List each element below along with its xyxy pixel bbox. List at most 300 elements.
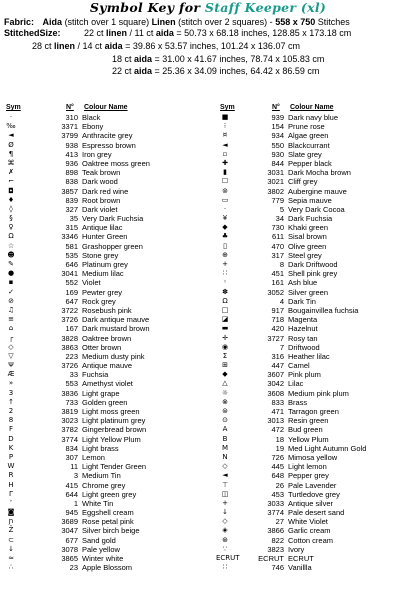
colour-row <box>214 370 416 379</box>
colour-name: Sisal brown <box>288 232 327 242</box>
colour-name: Dark Mocha brown <box>288 168 351 178</box>
symbol-glyph: ECRUT <box>216 554 240 562</box>
symbol-glyph: ▯ <box>223 241 227 250</box>
colour-name: Stone grey <box>82 250 119 260</box>
colour-name: Light Yellow Plum <box>82 434 141 444</box>
symbol-glyph: ⌐ <box>8 177 14 186</box>
stitched-size-label: StitchedSize: <box>4 28 61 38</box>
colour-name: Resin green <box>288 416 329 426</box>
colour-row <box>0 196 208 205</box>
symbol-glyph: ◪ <box>221 315 229 324</box>
thread-number: 3836 <box>61 388 78 398</box>
colour-row <box>0 113 208 122</box>
colour-row <box>214 288 416 297</box>
colour-row <box>214 481 416 490</box>
symbol-glyph: B <box>222 434 228 443</box>
colour-name: White Tin <box>82 498 114 508</box>
colour-row <box>0 444 208 453</box>
thread-number: 844 <box>271 158 284 168</box>
colour-row <box>214 499 416 508</box>
thread-number: 3727 <box>267 333 284 343</box>
symbol-glyph: ‰ <box>6 122 16 131</box>
thread-number: 550 <box>271 140 284 150</box>
symbol-glyph: ◄ <box>8 131 14 140</box>
colour-row <box>214 251 416 260</box>
thread-number: 3828 <box>61 333 78 343</box>
colour-row <box>0 379 208 388</box>
symbol-glyph: Ž <box>8 526 14 535</box>
colour-name: Black <box>82 113 101 122</box>
colour-name: Golden green <box>82 397 128 407</box>
colour-row <box>214 526 416 535</box>
symbol-glyph: ▪ <box>8 278 14 287</box>
symbol-glyph: ¥ <box>222 214 228 223</box>
colour-name: Otter brown <box>82 342 122 352</box>
colour-row <box>0 435 208 444</box>
symbol-glyph: ⊜ <box>222 407 228 415</box>
colour-name: Garlic cream <box>288 526 331 536</box>
colour-row <box>0 205 208 214</box>
colour-name: Dark Driftwood <box>288 260 338 269</box>
symbol-glyph: F <box>8 425 14 434</box>
colour-row <box>214 361 416 370</box>
thread-number: 445 <box>271 462 284 472</box>
colour-name: Medium pink plum <box>288 388 349 398</box>
thread-number: 3774 <box>267 508 284 518</box>
symbol-glyph: ◄ <box>222 140 228 149</box>
colour-name: Yellow Plum <box>288 434 329 444</box>
thread-number: 3689 <box>61 517 78 527</box>
fabric-linen: Linen <box>151 17 176 27</box>
colour-row <box>0 141 208 150</box>
colour-row <box>214 113 416 122</box>
colour-name: Light moss green <box>82 407 140 416</box>
thread-number: 34 <box>275 214 284 224</box>
colour-row <box>0 352 208 361</box>
colour-row <box>214 141 416 150</box>
colour-row <box>214 389 416 398</box>
symbol-glyph: Σ <box>222 351 228 360</box>
colour-name: Rosy tan <box>288 333 318 343</box>
colour-name: Sepia mauve <box>288 195 332 205</box>
colour-name: Grashopper green <box>82 241 143 251</box>
symbol-glyph: + <box>222 260 228 268</box>
colour-name: Pale Lavender <box>288 480 337 490</box>
right-colour-list <box>214 113 416 572</box>
symbol-glyph: ● <box>7 269 15 278</box>
symbol-glyph: ▭ <box>221 195 229 204</box>
symbol-glyph: ☐ <box>221 177 229 186</box>
colour-row <box>0 260 208 269</box>
colour-row <box>214 517 416 526</box>
symbol-glyph: ≡ <box>8 315 14 324</box>
thread-number: 552 <box>65 278 78 288</box>
colour-name: Tarragon green <box>288 407 339 416</box>
symbol-glyph: · <box>9 113 13 121</box>
colour-name: Slate grey <box>288 149 322 159</box>
symbol-glyph: W <box>7 462 15 471</box>
colour-row <box>214 214 416 223</box>
colour-name: Light green grey <box>82 489 137 499</box>
colour-name: Sand gold <box>82 535 116 545</box>
colour-row <box>214 168 416 177</box>
colour-row <box>0 159 208 168</box>
symbol-glyph: 2 <box>8 407 14 415</box>
colour-row <box>214 471 416 480</box>
colour-name: Mimosa yellow <box>288 452 338 462</box>
stitch-count: 558 x 750 <box>275 17 316 27</box>
colour-row <box>0 398 208 407</box>
colour-name: Light lemon <box>288 462 327 472</box>
thread-number: 3722 <box>61 305 78 315</box>
colour-row <box>214 242 416 251</box>
colour-row <box>0 150 208 159</box>
colour-name: Dark navy blue <box>288 113 339 122</box>
symbol-glyph: ⌘ <box>7 158 15 167</box>
size-line-1: StitchedSize: 22 ct linen / 11 ct aida = 50.73 x 68.18 inches, 128.85 x 173.18 cm <box>4 28 352 38</box>
colour-name: Hazelnut <box>288 324 318 334</box>
thread-number: 917 <box>271 305 284 315</box>
symbol-glyph: ▮ <box>223 168 227 177</box>
colour-row <box>214 223 416 232</box>
colour-row <box>214 131 416 140</box>
symbol-glyph: △ <box>222 379 228 388</box>
symbol-glyph: N <box>222 452 228 461</box>
colour-row <box>0 214 208 223</box>
colour-row <box>214 334 416 343</box>
thread-number: 648 <box>271 471 284 481</box>
colour-row <box>214 398 416 407</box>
colour-row <box>0 288 208 297</box>
colour-row <box>214 269 416 278</box>
colour-row <box>0 187 208 196</box>
header-sym: Sym <box>220 104 235 111</box>
colour-row <box>214 453 416 462</box>
colour-row <box>0 324 208 333</box>
thread-number: 3042 <box>267 379 284 389</box>
symbol-glyph: □ <box>221 305 229 314</box>
colour-row <box>214 122 416 131</box>
thread-number: 8 <box>279 260 284 269</box>
colour-row <box>214 159 416 168</box>
symbol-glyph: ↑ <box>8 397 14 406</box>
colour-name: Root brown <box>82 195 121 205</box>
colour-name: Vanillla <box>288 563 312 573</box>
thread-number: 934 <box>271 131 284 141</box>
symbol-glyph: ♀ <box>8 223 14 232</box>
colour-name: Prune rose <box>288 122 325 132</box>
thread-number: 167 <box>65 324 78 334</box>
header-name: Colour Name <box>290 104 334 111</box>
thread-number: 611 <box>272 232 284 242</box>
colour-name: Silver green <box>288 287 329 297</box>
symbol-glyph: ☻ <box>7 250 15 259</box>
symbol-glyph: P <box>8 452 14 461</box>
thread-number: 3865 <box>61 554 78 563</box>
colour-row <box>214 232 416 241</box>
thread-number: 3608 <box>267 388 284 398</box>
symbol-glyph: ◘ <box>8 186 14 195</box>
colour-row <box>0 177 208 186</box>
symbol-glyph: ◊ <box>9 204 13 213</box>
thread-number: 23 <box>69 563 78 573</box>
colour-row <box>214 196 416 205</box>
colour-row <box>214 205 416 214</box>
thread-number: 553 <box>65 379 78 389</box>
thread-number: 5 <box>279 204 284 214</box>
thread-number: 3823 <box>267 544 284 554</box>
colour-name: Rose petal pink <box>82 517 134 527</box>
colour-row <box>214 297 416 306</box>
colour-row <box>214 324 416 333</box>
symbol-glyph: ¶ <box>8 149 14 158</box>
symbol-glyph: ⊂ <box>8 535 14 544</box>
symbol-glyph: ◆ <box>222 223 228 232</box>
symbol-glyph: ▬ <box>221 324 229 333</box>
colour-name: Medium lilac <box>82 269 124 279</box>
colour-name: Brass <box>288 397 308 407</box>
colour-row <box>0 499 208 508</box>
colour-name: Aubergine mauve <box>288 186 347 196</box>
colour-name: Ivory <box>288 544 305 554</box>
symbol-glyph: H <box>8 480 14 489</box>
colour-row <box>214 444 416 453</box>
colour-row <box>214 435 416 444</box>
colour-row <box>0 554 208 563</box>
colour-row <box>0 251 208 260</box>
header-num: N° <box>66 104 74 111</box>
thread-number: 3857 <box>61 186 78 196</box>
symbol-glyph: ☼ <box>221 388 229 397</box>
colour-name: Camel <box>288 361 310 371</box>
fabric-linen-note: (stitch over 2 squares) - <box>178 17 273 27</box>
colour-name: Hunter Green <box>82 232 128 242</box>
symbol-glyph: ✎ <box>8 260 14 268</box>
colour-row <box>214 563 416 572</box>
colour-name: Ash blue <box>288 278 318 288</box>
thread-number: 470 <box>271 241 284 251</box>
symbol-glyph: ⊤ <box>221 480 229 489</box>
symbol-glyph: ↓ <box>222 508 228 517</box>
colour-row <box>214 462 416 471</box>
symbol-glyph: ◄ <box>222 471 228 480</box>
symbol-glyph: Ψ <box>8 361 14 370</box>
thread-number: 35 <box>69 214 78 224</box>
symbol-glyph: ☆ <box>7 241 15 250</box>
thread-number: 535 <box>65 250 78 260</box>
colour-name: Algae green <box>288 131 329 141</box>
colour-name: Dark mustard brown <box>82 324 150 334</box>
colour-name: White Violet <box>288 517 328 527</box>
thread-number: 3 <box>73 471 78 481</box>
colour-name: Anthracite grey <box>82 131 133 141</box>
thread-number: 838 <box>65 177 78 187</box>
colour-name: Dark violet <box>82 204 118 214</box>
symbol-glyph: ◙ <box>7 508 15 517</box>
symbol-glyph: ∷ <box>222 269 228 278</box>
colour-name: Dark Fuchsia <box>288 214 333 224</box>
colour-name: Pale desert sand <box>288 508 345 518</box>
symbol-glyph: ┌ <box>8 333 14 342</box>
colour-name: Apple Blossom <box>82 563 133 573</box>
thread-number: 3371 <box>61 122 78 132</box>
symbol-glyph: ∵ <box>222 544 228 553</box>
thread-number: 161 <box>271 278 284 288</box>
thread-number: 730 <box>271 223 284 233</box>
thread-number: 3802 <box>267 186 284 196</box>
symbol-glyph: 8 <box>8 416 14 425</box>
symbol-glyph: ✽ <box>222 287 228 296</box>
thread-number: 3607 <box>267 370 284 380</box>
thread-number: 3866 <box>267 526 284 536</box>
colour-name: Dark antique mauve <box>82 315 150 325</box>
symbol-glyph: ■ <box>221 113 229 121</box>
thread-number: 1 <box>73 498 78 508</box>
colour-name: Pale yellow <box>82 544 120 554</box>
symbol-glyph: R <box>8 471 14 480</box>
symbol-glyph: ⊕ <box>222 250 228 259</box>
colour-row <box>214 490 416 499</box>
symbol-glyph: Æ <box>7 370 15 379</box>
thread-number: 733 <box>65 397 78 407</box>
colour-name: Fuchsia <box>82 370 109 380</box>
colour-name: Antique mauve <box>82 361 133 371</box>
colour-name: Med Light Autumn Gold <box>288 443 367 453</box>
colour-row <box>0 131 208 140</box>
symbol-glyph: ◉ <box>221 342 229 351</box>
colour-name: Cliff grey <box>288 177 318 187</box>
left-colour-list <box>0 113 208 572</box>
thread-number: 453 <box>271 489 284 499</box>
size-line-4: 22 ct aida = 25.36 x 34.09 inches, 64.42 x 86.59 cm <box>112 66 320 76</box>
colour-name: Very Dark Fuchsia <box>82 214 144 224</box>
thread-number: 3863 <box>61 342 78 352</box>
thread-number: 644 <box>65 489 78 499</box>
colour-row <box>0 122 208 131</box>
colour-name: Teak brown <box>82 168 121 178</box>
colour-row <box>0 517 208 526</box>
colour-row <box>0 297 208 306</box>
thread-number: 930 <box>271 149 284 159</box>
thread-number: 3078 <box>61 544 78 554</box>
symbol-glyph: Ω <box>222 296 228 305</box>
colour-row <box>0 242 208 251</box>
symbol-glyph: Ø <box>8 140 14 149</box>
colour-name: Oaktree brown <box>82 333 132 343</box>
colour-name: Rock grey <box>82 296 116 306</box>
colour-row <box>0 462 208 471</box>
thread-number: 939 <box>271 113 284 122</box>
symbol-glyph: ▽ <box>8 351 14 360</box>
symbol-glyph: 3 <box>8 388 14 397</box>
colour-row <box>0 545 208 554</box>
symbol-glyph: ɲ <box>8 517 14 526</box>
colour-name: Light brass <box>82 443 119 453</box>
thread-number: 4 <box>279 296 284 306</box>
colour-row <box>0 223 208 232</box>
colour-name: Dark wood <box>82 177 118 187</box>
thread-number: 3021 <box>267 177 284 187</box>
colour-name: Blackcurrant <box>288 140 330 150</box>
colour-row <box>0 471 208 480</box>
colour-name: Chrome grey <box>82 480 126 490</box>
colour-row <box>214 343 416 352</box>
symbol-glyph: Γ <box>9 489 13 498</box>
fabric-aida-note: (stitch over 1 square) <box>64 17 150 27</box>
symbol-glyph: K <box>8 443 14 452</box>
header-sym: Sym <box>6 104 21 111</box>
title-prefix: Symbol Key for <box>89 0 201 15</box>
symbol-glyph: ♣ <box>221 232 229 241</box>
colour-name: Dark Tin <box>288 296 316 306</box>
colour-row <box>0 343 208 352</box>
colour-row <box>0 315 208 324</box>
symbol-glyph: · <box>223 204 227 213</box>
colour-name: Cotton cream <box>288 535 334 545</box>
colour-row <box>214 260 416 269</box>
symbol-glyph: ♫ <box>7 305 15 314</box>
symbol-glyph: ✓ <box>8 287 14 296</box>
thread-number: 3774 <box>61 434 78 444</box>
symbol-glyph: ◈ <box>222 526 228 535</box>
size-line-3: 18 ct aida = 31.00 x 41.67 inches, 78.74 x 105.83 cm <box>112 54 325 64</box>
thread-number: 646 <box>65 260 78 269</box>
colour-name: Amethyst violet <box>82 379 133 389</box>
thread-number: 18 <box>275 434 284 444</box>
thread-number: 472 <box>271 425 284 435</box>
thread-number: 945 <box>65 508 78 518</box>
colour-row <box>0 453 208 462</box>
colour-row <box>214 278 416 287</box>
thread-number: 677 <box>65 535 78 545</box>
colour-name: Medium Tin <box>82 471 121 481</box>
colour-name: Ebony <box>82 122 104 132</box>
fabric-label: Fabric: <box>4 17 35 27</box>
thread-number: 938 <box>65 140 78 150</box>
symbol-glyph: Ω <box>8 232 14 241</box>
colour-name: Bougainvillea fuchsia <box>288 305 359 315</box>
colour-name: Silver birch beige <box>82 526 140 536</box>
thread-number: 833 <box>271 397 284 407</box>
colour-name: Lemon <box>82 452 105 462</box>
thread-number: 27 <box>275 517 284 527</box>
colour-name: Olive green <box>288 241 327 251</box>
colour-row <box>0 168 208 177</box>
colour-name: Iron grey <box>82 149 112 159</box>
colour-row <box>214 508 416 517</box>
symbol-glyph: ⊞ <box>222 361 228 370</box>
symbol-glyph: ∴ <box>8 563 14 572</box>
colour-name: Light Tender Green <box>82 462 147 472</box>
symbol-glyph: ♦ <box>7 195 15 204</box>
colour-row <box>214 150 416 159</box>
symbol-glyph: A <box>222 425 228 434</box>
colour-name: Antique lilac <box>82 223 123 233</box>
thread-number: 3819 <box>61 407 78 416</box>
colour-name: Pink plum <box>288 370 321 380</box>
symbol-glyph: » <box>8 379 14 388</box>
thread-number: 3033 <box>267 498 284 508</box>
symbol-glyph: § <box>9 214 13 223</box>
colour-row <box>0 416 208 425</box>
thread-number: 726 <box>271 452 284 462</box>
colour-row <box>214 554 416 563</box>
colour-row <box>0 389 208 398</box>
thread-number: 19 <box>275 443 284 453</box>
symbol-glyph: ⊗ <box>222 397 228 406</box>
colour-name: Espresso brown <box>82 140 136 150</box>
colour-name: Antique silver <box>288 498 334 508</box>
